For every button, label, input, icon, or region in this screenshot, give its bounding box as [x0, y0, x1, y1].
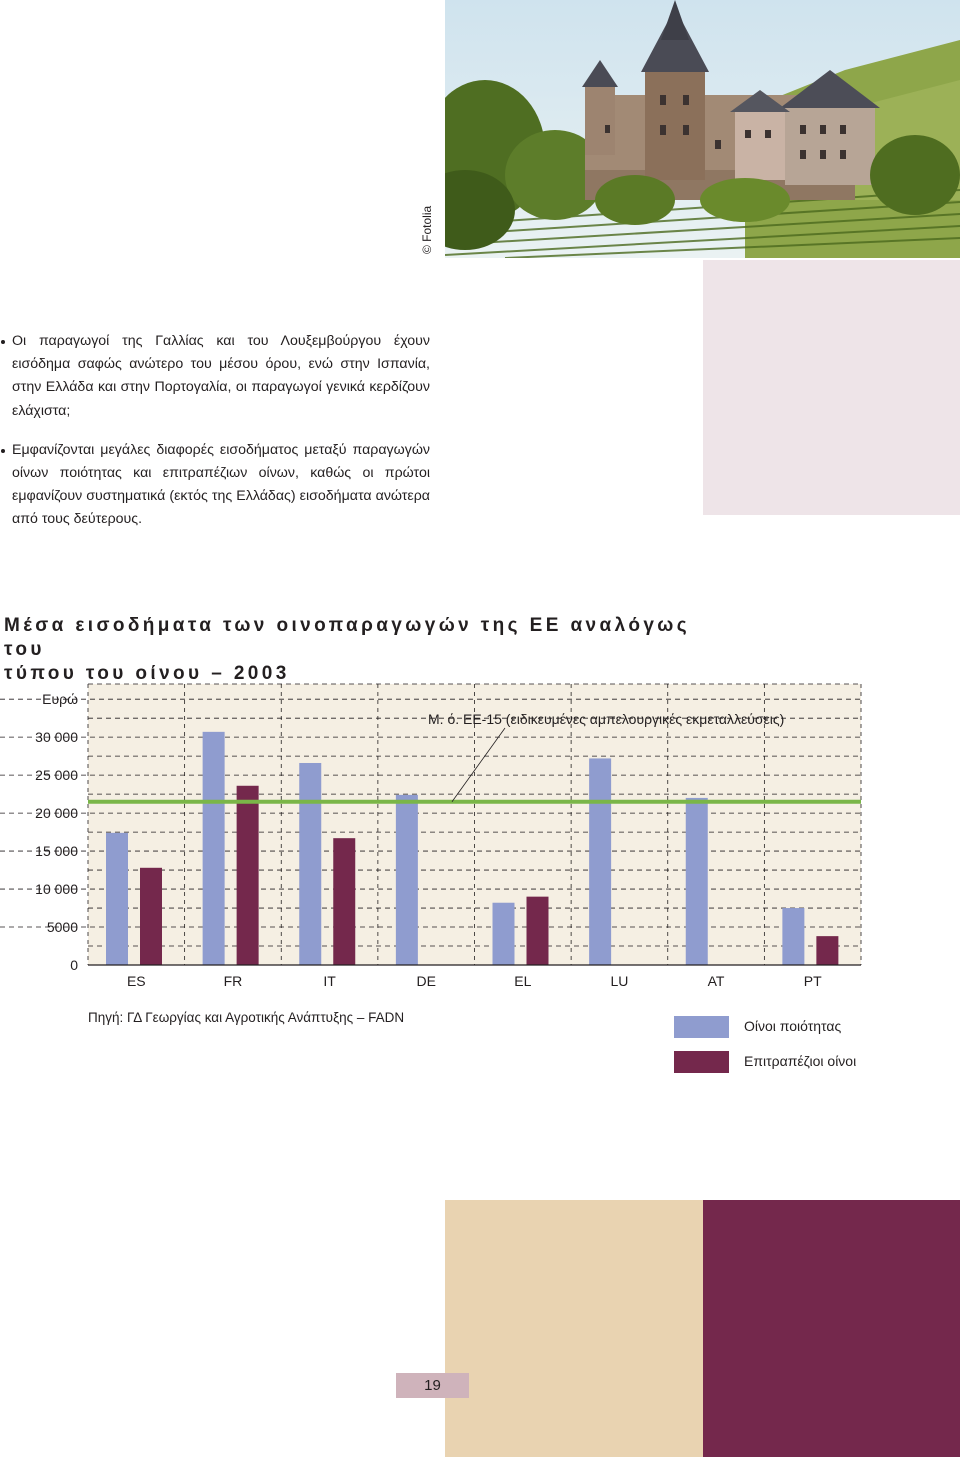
- bar-quality-IT: [299, 763, 321, 965]
- x-axis-labels: [127, 973, 822, 989]
- photo-credit: [412, 0, 442, 258]
- bullet-item: Οι παραγωγοί της Γαλλίας και του Λουξεμβούργου έχουν εισόδημα σαφώς ανώτερο του μέσου όρου, ενώ στην Ισπανία, στην Ελλάδα και στην Πορτογαλία, οι παραγωγοί γενικά κερδίζουν ελάχιστα;: [0, 330, 430, 423]
- chart-title: [4, 614, 704, 686]
- castle-photo: [445, 0, 960, 258]
- bar-table-FR: [237, 786, 259, 965]
- y-tick-label: 30 000: [35, 729, 78, 746]
- y-axis-ticks: [35, 729, 78, 973]
- bar-quality-LU: [589, 758, 611, 965]
- y-tick-label: 5000: [46, 919, 78, 936]
- page-number: 19: [396, 1373, 469, 1398]
- y-tick-label: 10 000: [35, 881, 78, 898]
- bar-quality-ES: [106, 833, 128, 965]
- photo-credit-text: © Fotolia: [420, 205, 434, 254]
- chart-title-line1: Μέσα εισοδήματα των οινοπαραγωγών της ΕΕ αναλόγως του: [4, 615, 691, 660]
- x-tick-label: EL: [514, 973, 532, 989]
- y-tick-label: 25 000: [35, 767, 78, 784]
- decorative-pink-block: [703, 260, 960, 515]
- y-tick-label: 15 000: [35, 843, 78, 860]
- bullet-item: Εμφανίζονται μεγάλες διαφορές εισοδήματος μεταξύ παραγωγών οίνων ποιότητας και επιτραπέζιων οίνων, καθώς οι πρώτοι εμφανίζουν συστηματικά (εκτός της Ελλάδας) εισοδήματα ανώτερα από τους δεύτερους.: [0, 439, 430, 532]
- bullet-list: [0, 330, 430, 548]
- bar-quality-EL: [493, 903, 515, 965]
- x-tick-label: ES: [126, 973, 146, 989]
- x-tick-label: LU: [610, 973, 629, 989]
- chart-title-line2: τύπου του οίνου – 2003: [4, 663, 290, 684]
- legend-label-table: Επιτραπέζιοι οίνοι: [744, 1053, 857, 1069]
- bar-table-EL: [527, 897, 549, 965]
- bar-table-PT: [816, 936, 838, 965]
- legend-swatch-table: [674, 1051, 729, 1073]
- legend-swatch-quality: [674, 1016, 729, 1038]
- decorative-wine-block: [703, 1200, 960, 1457]
- decorative-tan-block: [445, 1200, 703, 1457]
- x-tick-label: PT: [803, 973, 822, 989]
- x-tick-label: IT: [323, 973, 336, 989]
- bar-quality-PT: [782, 908, 804, 965]
- source-note: Πηγή: ΓΔ Γεωργίας και Αγροτικής Ανάπτυξης – FADN: [88, 1010, 405, 1025]
- bar-table-IT: [333, 838, 355, 965]
- average-line-label: Μ. ό. ΕΕ-15 (ειδικευμένες αμπελουργικές εκμεταλλεύσεις): [428, 711, 785, 727]
- bar-quality-FR: [203, 732, 225, 965]
- x-tick-label: FR: [223, 973, 243, 989]
- x-tick-label: AT: [707, 973, 725, 989]
- x-tick-label: DE: [416, 973, 436, 989]
- y-tick-label: 20 000: [35, 805, 78, 822]
- legend-label-quality: Οίνοι ποιότητας: [744, 1018, 842, 1034]
- y-tick-label: 0: [70, 957, 78, 973]
- bar-table-ES: [140, 868, 162, 965]
- bar-chart: [0, 680, 880, 1000]
- y-axis-label: Ευρώ: [42, 691, 78, 707]
- bar-quality-AT: [686, 798, 708, 965]
- bar-quality-DE: [396, 795, 418, 965]
